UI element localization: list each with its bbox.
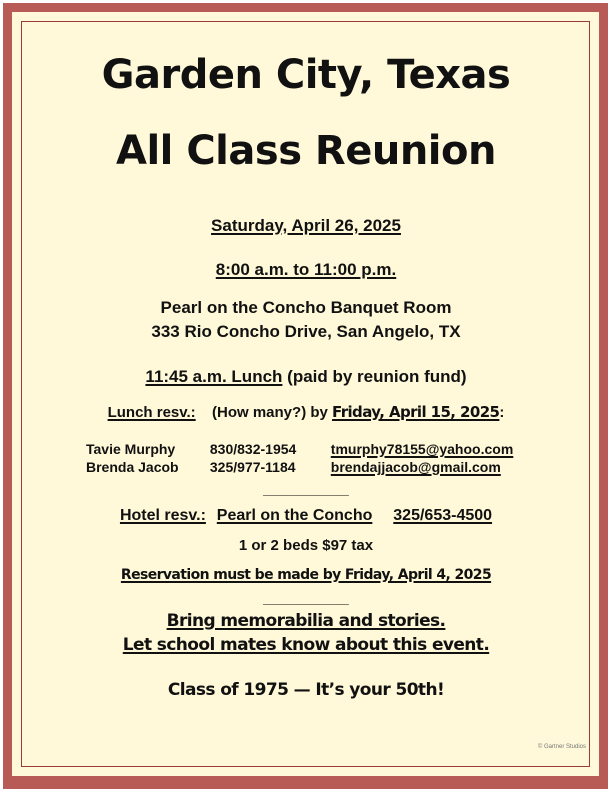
lunch-note: (paid by reunion fund) [287,367,467,386]
lunch-resv-label: Lunch resv.: [107,404,196,421]
contact-phone: 830/832-1954 [209,441,297,457]
lunch-resv-text: (How many?) by [212,404,328,421]
hotel-deadline-line [0,566,612,583]
event-time-line [0,260,612,280]
title-line-2: All Class Reunion [116,128,496,174]
hotel-label: Hotel resv.: [119,507,206,524]
hotel-deadline: Reservation must be made by Friday, April 4, 2025 [120,567,492,583]
lunch-line [0,367,612,387]
lunch-resv-colon: : [499,404,505,421]
contact-email[interactable]: tmurphy78155@yahoo.com [330,441,514,457]
contact-row [86,441,513,457]
hotel-name: Pearl on the Concho [216,507,373,524]
contact-phone: 325/977-1184 [209,459,296,475]
divider-1: ___________ [263,481,349,497]
flyer-background [12,12,599,776]
bring-line-2: Let school mates know about this event. [122,635,490,655]
copyright-credit: © Gartner Studios [537,744,586,750]
venue-name: Pearl on the Concho Banquet Room [160,298,452,317]
event-time: 8:00 a.m. to 11:00 p.m. [215,260,397,279]
contact-row [86,459,501,475]
lunch-time: 11:45 a.m. Lunch [145,367,283,386]
bring-line-2-wrap [0,635,612,655]
event-date-line [0,216,612,236]
bring-line-1: Bring memorabilia and stories. [166,611,446,631]
bring-line-1-wrap [0,611,612,631]
divider-2: ___________ [263,590,349,606]
contact-name: Tavie Murphy [86,441,176,457]
contact-email[interactable]: brendajjacob@gmail.com [330,459,501,475]
title-line-1: Garden City, Texas [101,52,511,98]
hotel-line [0,507,612,525]
contact-name: Brenda Jacob [86,459,179,475]
venue-address: 333 Rio Concho Drive, San Angelo, TX [151,322,461,341]
class-of-line: Class of 1975 — It’s your 50th! [167,680,445,700]
room-rate: 1 or 2 beds $97 tax [238,537,374,554]
event-date: Saturday, April 26, 2025 [211,216,401,235]
lunch-reservation-line [0,403,612,421]
hotel-phone: 325/653-4500 [393,507,493,524]
lunch-resv-deadline: Friday, April 15, 2025 [332,403,500,421]
